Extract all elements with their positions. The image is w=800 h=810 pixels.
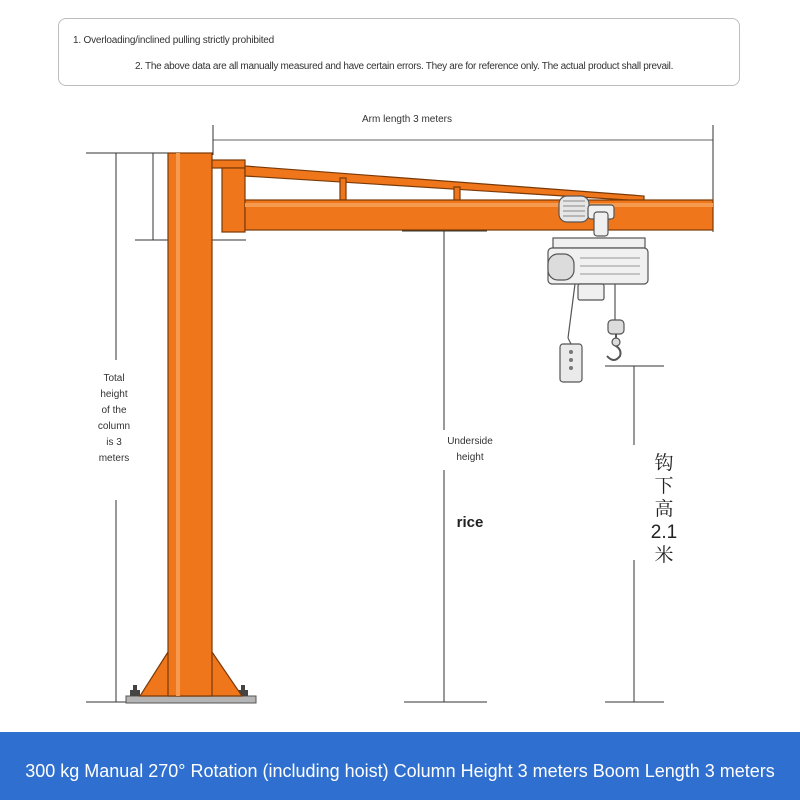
arm-length-label: Arm length 3 meters — [361, 114, 453, 125]
column-height-label: Total height of the column is 3 meters — [97, 373, 131, 464]
note-measurement-disclaimer: 2. The above data are all manually measured and have certain errors. They are for reference only. The actual product shall prevail. — [135, 61, 674, 72]
column — [140, 153, 242, 696]
underside-height-label: Underside height — [447, 436, 493, 463]
note-overloading: 1. Overloading/inclined pulling strictly prohibited — [73, 35, 275, 46]
product-banner-text: 300 kg Manual 270° Rotation (including hoist) Column Height 3 meters Boom Length 3 meters — [25, 761, 775, 781]
hook-height-label: 钩 下 高 2.1 米 — [650, 453, 678, 566]
price-label: rice — [456, 514, 484, 531]
boom — [212, 160, 713, 232]
product-banner — [0, 732, 800, 800]
